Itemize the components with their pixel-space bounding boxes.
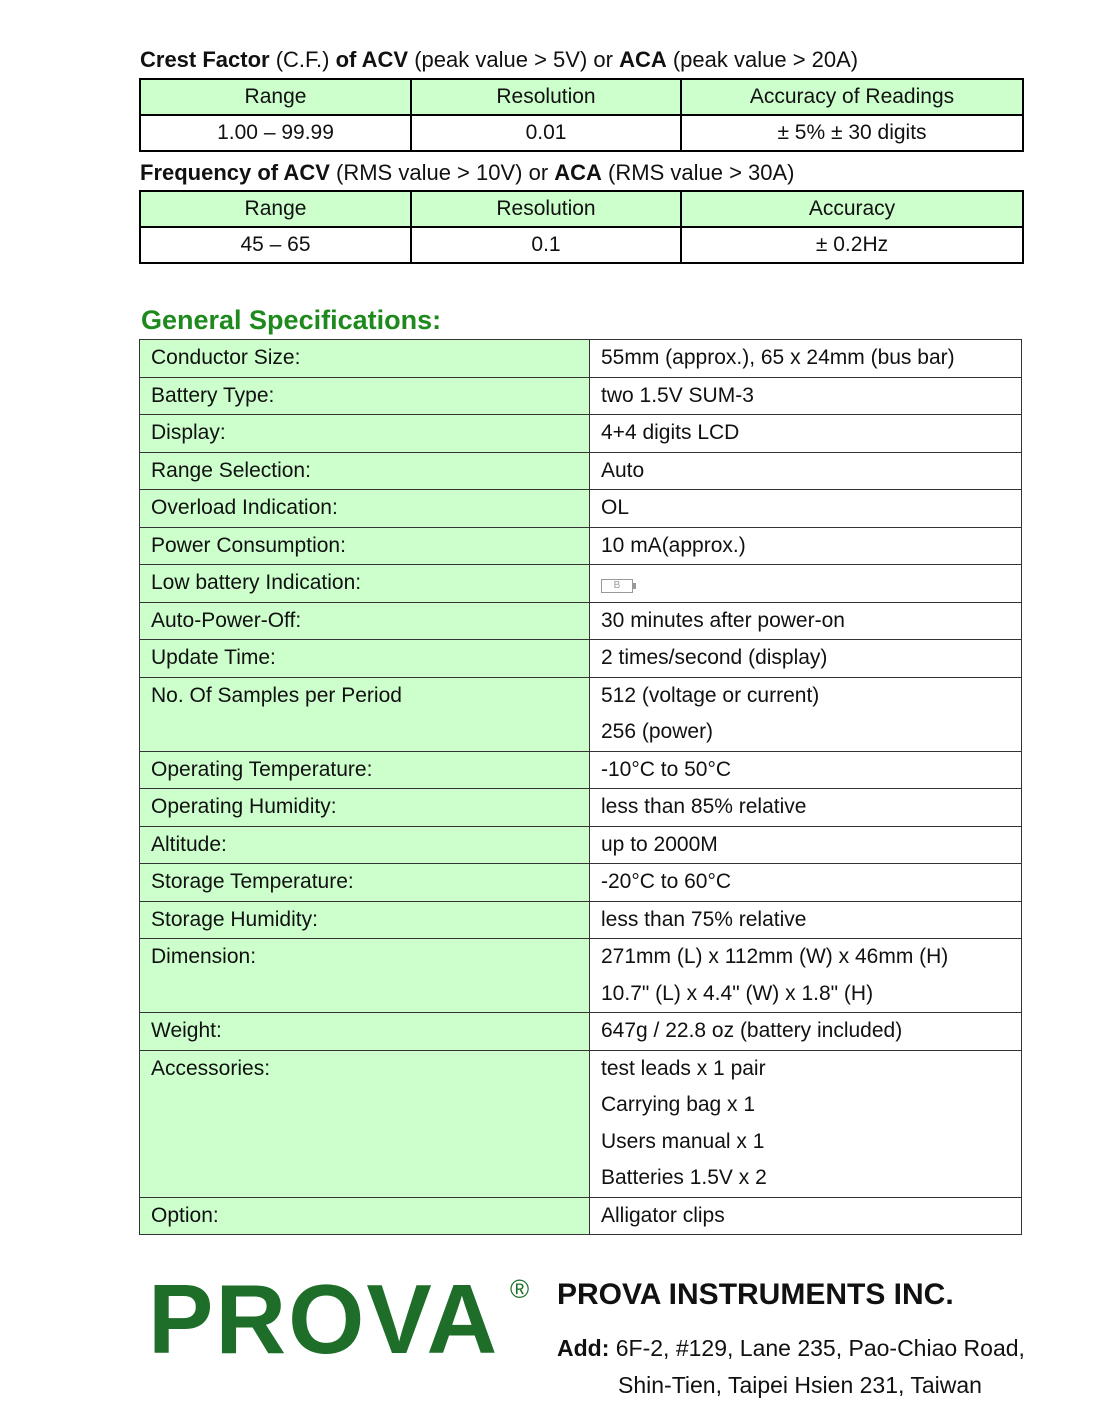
spec-label: No. Of Samples per Period [140,677,590,751]
spec-label: Storage Temperature: [140,864,590,902]
prova-logo: PROVA [148,1264,500,1374]
table-row [140,677,1022,751]
spec-value-line: 10 mA(approx.) [601,533,746,557]
header-accuracy: Accuracy [681,191,1023,227]
spec-value-line: up to 2000M [601,832,718,856]
spec-value [590,452,1022,490]
address-line-1 [557,1335,1025,1362]
spec-value-line: 10.7" (L) x 4.4" (W) x 1.8" (H) [601,981,874,1005]
spec-value-line: 512 (voltage or current) [601,683,820,707]
spec-value-line: -20°C to 60°C [601,870,732,893]
table-row [140,1050,1022,1197]
spec-label: Low battery Indication: [140,565,590,603]
freq-title-bold-1: Frequency of ACV [140,160,330,185]
spec-value [590,640,1022,678]
spec-value [590,864,1022,902]
crest-title-text-1: (C.F.) [269,47,336,72]
spec-value [590,1013,1022,1051]
table-row [140,377,1022,415]
spec-value-line: Alligator clips [601,1203,725,1227]
spec-value-line: 271mm (L) x 112mm (W) x 46mm (H) [601,945,949,968]
freq-title-text-1: (RMS value > 10V) or [329,160,555,185]
spec-value-line: Batteries 1.5V x 2 [601,1166,767,1189]
spec-value-line: less than 85% relative [601,795,807,818]
table-row [140,565,1022,603]
spec-label: Dimension: [140,939,590,1013]
cell-range: 45 – 65 [140,227,411,263]
header-range: Range [140,79,411,115]
spec-label: Accessories: [140,1050,590,1197]
spec-value [590,602,1022,640]
table-row [140,415,1022,453]
spec-value-line: less than 75% relative [601,907,807,931]
spec-label: Power Consumption: [140,527,590,565]
spec-label: Update Time: [140,640,590,678]
cell-accuracy: ± 5% ± 30 digits [681,115,1023,151]
crest-title-bold-2: of ACV [335,47,409,72]
spec-value-line: two 1.5V SUM-3 [601,383,754,407]
table-row [140,901,1022,939]
header-accuracy: Accuracy of Readings [681,79,1023,115]
spec-value-line: 2 times/second (display) [601,646,828,669]
frequency-table [139,190,1024,264]
spec-value [590,377,1022,415]
crest-factor-table [139,78,1024,152]
spec-label: Overload Indication: [140,490,590,528]
spec-label: Weight: [140,1013,590,1051]
spec-label: Option: [140,1197,590,1235]
spec-label: Operating Temperature: [140,751,590,789]
spec-label: Operating Humidity: [140,789,590,827]
table-header-row [140,79,1023,115]
header-range: Range [140,191,411,227]
spec-value [590,789,1022,827]
spec-value-line: 55mm (approx.), 65 x 24mm (bus bar) [601,346,955,369]
crest-title-bold-1: Crest Factor [140,47,270,72]
freq-title-text-2: (RMS value > 30A) [601,160,795,185]
cell-accuracy: ± 0.2Hz [681,227,1023,263]
table-row [140,227,1023,263]
header-resolution: Resolution [411,79,681,115]
spec-value [590,565,1022,603]
spec-value [590,826,1022,864]
cell-resolution: 0.01 [411,115,681,151]
spec-value-line: test leads x 1 pair [601,1056,766,1080]
spec-value [590,901,1022,939]
spec-value-line: -10°C to 50°C [601,757,732,781]
spec-value-line: 4+4 digits LCD [601,421,740,444]
spec-value [590,527,1022,565]
table-row [140,527,1022,565]
spec-value-line: Carrying bag x 1 [601,1093,756,1116]
spec-value [590,490,1022,528]
table-row [140,115,1023,151]
header-resolution: Resolution [411,191,681,227]
spec-value-line: OL [601,496,630,519]
crest-factor-title [140,47,858,73]
spec-value [590,751,1022,789]
spec-label: Battery Type: [140,377,590,415]
cell-range: 1.00 – 99.99 [140,115,411,151]
table-row [140,1013,1022,1051]
spec-value-line [601,565,1021,602]
spec-label: Range Selection: [140,452,590,490]
spec-value [590,1050,1022,1197]
crest-title-bold-3: ACA [619,47,667,72]
table-row [140,452,1022,490]
spec-label: Storage Humidity: [140,901,590,939]
table-row [140,789,1022,827]
crest-title-text-2: (peak value > 5V) or [408,47,620,72]
address-label: Add: [557,1335,610,1361]
registered-mark: ® [510,1274,530,1304]
freq-title-bold-2: ACA [554,160,602,185]
spec-value [590,1197,1022,1235]
table-row [140,826,1022,864]
table-row [140,602,1022,640]
table-row [140,1197,1022,1235]
spec-value-line: 256 (power) [601,720,714,743]
frequency-title [140,160,795,186]
low-battery-icon: B [601,579,633,593]
spec-value [590,340,1022,378]
table-row [140,864,1022,902]
table-row [140,340,1022,378]
spec-value-line: 647g / 22.8 oz (battery included) [601,1019,903,1042]
spec-value [590,939,1022,1013]
spec-label: Auto-Power-Off: [140,602,590,640]
crest-title-text-3: (peak value > 20A) [666,47,859,72]
company-name: PROVA INSTRUMENTS INC. [557,1278,954,1311]
spec-label: Altitude: [140,826,590,864]
spec-value-line: Users manual x 1 [601,1129,765,1153]
spec-label: Conductor Size: [140,340,590,378]
table-header-row [140,191,1023,227]
table-row [140,490,1022,528]
address-text-1: 6F-2, #129, Lane 235, Pao-Chiao Road, [609,1335,1025,1361]
spec-value-line: 30 minutes after power-on [601,608,845,632]
cell-resolution: 0.1 [411,227,681,263]
table-row [140,939,1022,1013]
spec-value [590,415,1022,453]
spec-value [590,677,1022,751]
spec-value-line: Auto [601,458,645,482]
table-row [140,640,1022,678]
address-line-2: Shin-Tien, Taipei Hsien 231, Taiwan [618,1372,982,1398]
general-specifications-title: General Specifications: [141,305,442,335]
general-specifications-table [139,339,1022,1235]
table-row [140,751,1022,789]
spec-label: Display: [140,415,590,453]
